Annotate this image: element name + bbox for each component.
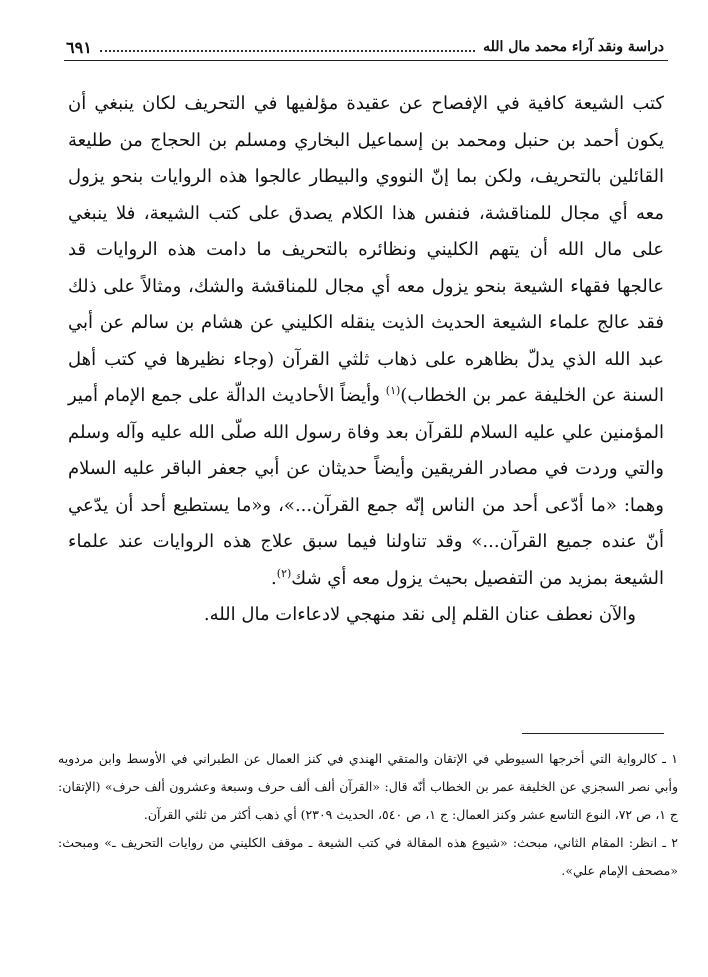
page-number: ٦٩١	[66, 37, 92, 57]
footnote-1: ١ ـ كالرواية التي أخرجها السيوطي في الإتقان والمتقي الهندي في كنز العمال عن الطبراني في الأوسط وابن مردويه وأبي نصر السجزي عن الخليفة عمر بن الخطاب أنّه قال: «القرآن ألف ألف حرف وسبعة وعشرون ألف حرف» (الإتقان: ج ١، ص ٧٢، النوع التاسع عشر وكنز العمال: ج ١، ص ٥٤٠، الحديث ٢٣٠٩) أي ذهب أكثر من ثلثي القرآن.	[58, 751, 678, 822]
header-leader-dots	[100, 48, 475, 52]
closing-paragraph: والآن نعطف عنان القلم إلى نقد منهجي لادعاءات مال الله.	[203, 604, 636, 625]
header-title: دراسة ونقد آراء محمد مال الله	[483, 39, 664, 55]
footnote-separator	[522, 733, 664, 734]
body-paragraph-text: كتب الشيعة كافية في الإفصاح عن عقيدة مؤلفيها في التحريف لكان ينبغي أن يكون أحمد بن حنبل ومحمد بن إسماعيل البخاري ومسلم بن الحجاج من طليعة القائلين بالتحريف، ولكن بما إنّ النووي والبيطار عالجوا هذه الروايات بنحو يزول معه أي مجال للمناقشة، فنفس هذا الكلام يصدق على كتب الشيعة، فلا ينبغي على مال الله أن يتهم الكليني ونظائره بالتحريف ما دامت هذه الروايات قد عالجها فقهاء الشيعة بنحو يزول معه أي مجال للمناقشة والشك، ومثالاً على ذلك فقد عالج علماء الشيعة الحديث الذيت ينقله الكليني عن هشام بن سالم عن أبي عبد الله الذي يدلّ بظاهره على ذهاب ثلثي القرآن (وجاء نظيرها في كتب أهل السنة عن الخليفة عمر بن الخطاب)	[68, 93, 664, 406]
footnote-2: ٢ ـ انظر: المقام الثاني، مبحث: «شيوع هذه المقالة في كتب الشيعة ـ موقف الكليني من روايات التحريف ـ» ومبحث: «مصحف الإمام علي».	[58, 835, 678, 878]
body-paragraph	[68, 86, 664, 597]
footnotes	[58, 745, 678, 885]
header-rule	[64, 60, 668, 61]
footnote-ref-2: (٢)	[276, 566, 292, 580]
body-paragraph-text-continued: وأيضاً الأحاديث الدالّة على جمع الإمام أمير المؤمنين علي عليه السلام للقرآن بعد وفاة رسول الله صلّى الله عليه وآله وسلم والتي وردت في مصادر الفريقين وأيضاً حديثان عن أبي جعفر الباقر عليه السلام وهما: «ما أدّعى أحد من الناس إنّه جمع القرآن...»، و«ما يستطيع أحد أن يدّعي أنّ عنده جميع القرآن...» وقد تناولنا فيما سبق علاج هذه الروايات عند علماء الشيعة بمزيد من التفصيل بحيث يزول معه أي شك	[68, 385, 664, 589]
footnote-ref-1: (١)	[385, 384, 401, 397]
running-header	[66, 34, 664, 60]
main-text	[68, 86, 664, 634]
body-paragraph-end: .	[271, 567, 277, 589]
